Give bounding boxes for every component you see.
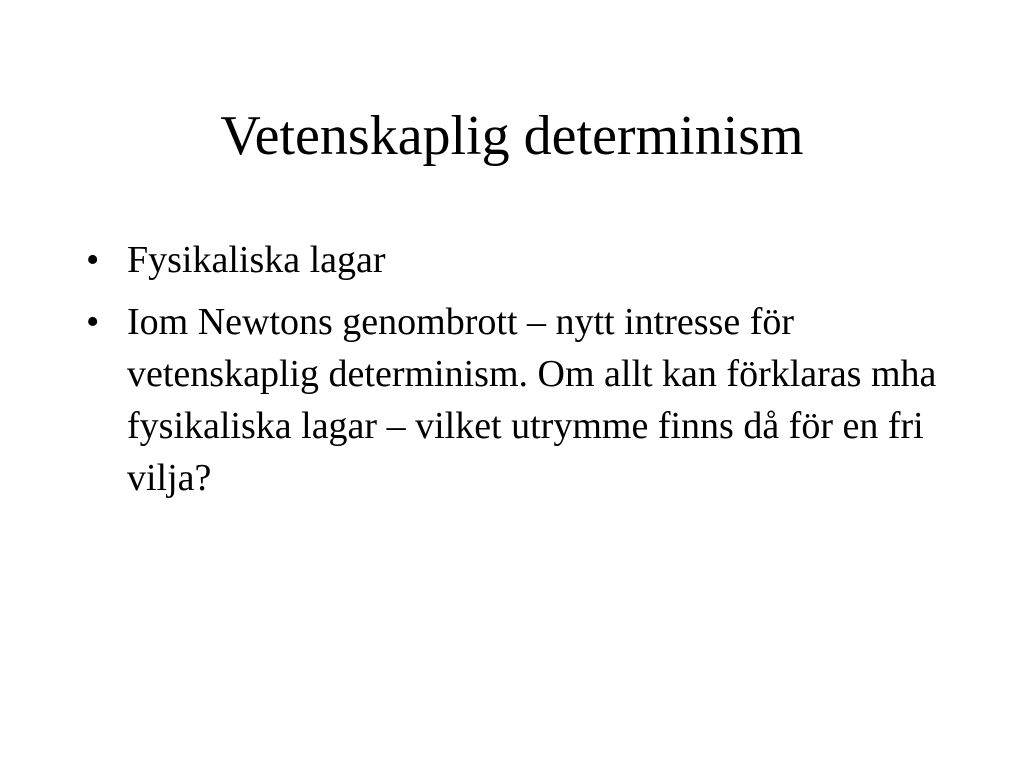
bullet-glyph: •: [86, 239, 100, 281]
bullet-glyph: •: [86, 301, 100, 343]
slide-title: Vetenskaplig determinism: [220, 105, 804, 167]
bullet-item: [86, 296, 966, 504]
bullet-item: [86, 234, 966, 286]
bullet-text: Fysikaliska lagar: [127, 239, 386, 281]
bullet-text: Iom Newtons genombrott – nytt intresse för vetenskaplig determinism. Om allt kan förklaras mha fysikaliska lagar – vilket utrymme finns då för en fri vilja?: [127, 301, 937, 499]
bullet-list: [86, 234, 966, 514]
